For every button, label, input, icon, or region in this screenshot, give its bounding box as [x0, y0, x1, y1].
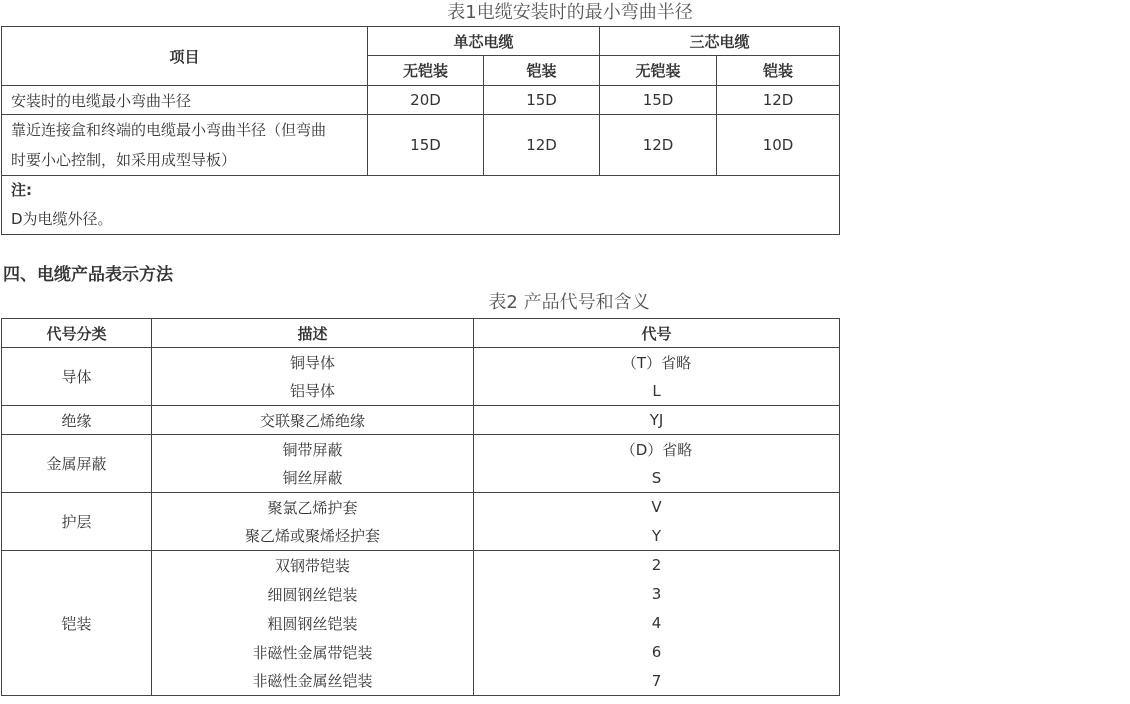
table-row [2, 493, 840, 522]
description-cell: 铜丝屏蔽 [152, 464, 474, 493]
description-cell: 聚乙烯或聚烯烃护套 [152, 522, 474, 551]
header-single-unarmored: 无铠装 [368, 56, 484, 86]
code-cell: Y [474, 522, 840, 551]
category-cell: 绝缘 [2, 406, 152, 435]
cell-value: 12D [484, 115, 600, 176]
description-cell: 交联聚乙烯绝缘 [152, 406, 474, 435]
table-note [2, 176, 840, 235]
cell-value: 10D [717, 115, 840, 176]
table2-caption: 表2 产品代号和含义 [488, 292, 650, 313]
cell-value: 12D [717, 86, 840, 115]
header-three-core: 三芯电缆 [600, 27, 840, 56]
description-cell: 双钢带铠装 [152, 551, 474, 580]
header-item: 项目 [2, 27, 368, 86]
cell-value: 15D [484, 86, 600, 115]
row-label [2, 115, 368, 176]
description-cell: 铜带屏蔽 [152, 435, 474, 464]
row-label-line1: 靠近连接盒和终端的电缆最小弯曲半径（但弯曲 [11, 121, 327, 139]
description-cell: 聚氯乙烯护套 [152, 493, 474, 522]
description-cell: 粗圆钢丝铠装 [152, 609, 474, 638]
table-row [2, 551, 840, 580]
code-cell: 3 [474, 580, 840, 609]
description-cell: 铜导体 [152, 348, 474, 377]
description-cell: 细圆钢丝铠装 [152, 580, 474, 609]
row-label-line2: 时要小心控制，如采用成型导板） [11, 151, 237, 169]
note-text: D为电缆外径。 [11, 210, 113, 228]
cell-value: 20D [368, 86, 484, 115]
table-row [2, 406, 840, 435]
table1-caption: 表1电缆安装时的最小弯曲半径 [447, 2, 693, 23]
description-cell: 非磁性金属带铠装 [152, 638, 474, 667]
category-cell: 护层 [2, 493, 152, 551]
header-code: 代号 [474, 319, 840, 348]
cell-value: 15D [368, 115, 484, 176]
code-cell: L [474, 377, 840, 406]
category-cell: 导体 [2, 348, 152, 406]
header-single-core: 单芯电缆 [368, 27, 600, 56]
code-cell: （T）省略 [474, 348, 840, 377]
description-cell: 非磁性金属丝铠装 [152, 667, 474, 696]
cell-value: 12D [600, 115, 717, 176]
product-code-table [1, 318, 840, 696]
header-three-armored: 铠装 [717, 56, 840, 86]
header-three-unarmored: 无铠装 [600, 56, 717, 86]
code-cell: （D）省略 [474, 435, 840, 464]
section-heading: 四、电缆产品表示方法 [3, 265, 173, 285]
table-row [2, 348, 840, 377]
code-cell: 7 [474, 667, 840, 696]
code-cell: 2 [474, 551, 840, 580]
code-cell: YJ [474, 406, 840, 435]
header-description: 描述 [152, 319, 474, 348]
category-cell: 金属屏蔽 [2, 435, 152, 493]
code-cell: 4 [474, 609, 840, 638]
category-cell: 铠装 [2, 551, 152, 696]
cell-value: 15D [600, 86, 717, 115]
code-cell: 6 [474, 638, 840, 667]
header-single-armored: 铠装 [484, 56, 600, 86]
description-cell: 铝导体 [152, 377, 474, 406]
note-title: 注: [11, 181, 32, 199]
table-row [2, 435, 840, 464]
header-category: 代号分类 [2, 319, 152, 348]
bend-radius-table [1, 26, 840, 235]
code-cell: V [474, 493, 840, 522]
row-label: 安装时的电缆最小弯曲半径 [2, 86, 368, 115]
code-cell: S [474, 464, 840, 493]
